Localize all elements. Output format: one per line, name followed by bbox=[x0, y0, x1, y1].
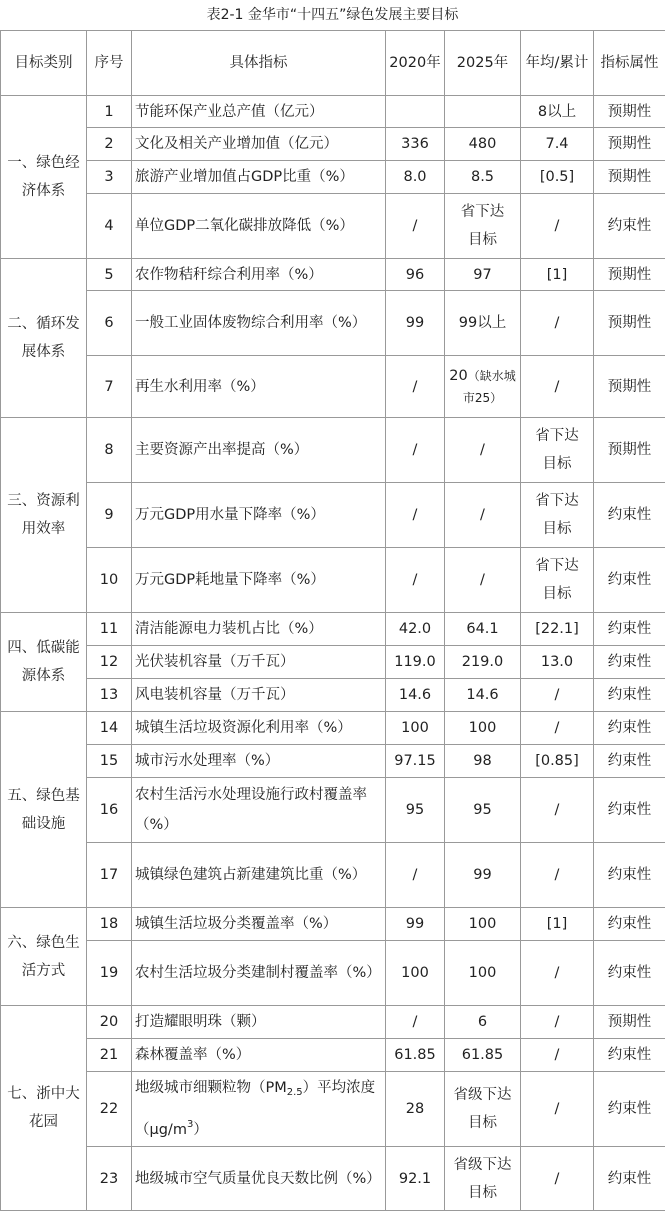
table-row bbox=[1, 96, 665, 128]
row-number: 13 bbox=[87, 679, 132, 712]
table-caption: 表2-1 金华市“十四五”绿色发展主要目标 bbox=[206, 7, 459, 23]
value-2020: 92.1 bbox=[386, 1147, 445, 1211]
annual-cell: [0.5] bbox=[521, 161, 594, 194]
table-row bbox=[1, 483, 665, 548]
table-row bbox=[1, 712, 665, 745]
value-2020: / bbox=[386, 356, 445, 418]
header-attribute: 指标属性 bbox=[594, 31, 665, 96]
header-index: 序号 bbox=[87, 31, 132, 96]
table-row bbox=[1, 941, 665, 1006]
value-2020: 8.0 bbox=[386, 161, 445, 194]
row-number: 21 bbox=[87, 1039, 132, 1072]
value-2020: 61.85 bbox=[386, 1039, 445, 1072]
category-cell: 三、资源利用效率 bbox=[1, 418, 87, 613]
row-number: 14 bbox=[87, 712, 132, 745]
value-2020: 100 bbox=[386, 941, 445, 1006]
attribute-cell: 约束性 bbox=[594, 613, 665, 646]
attribute-cell: 约束性 bbox=[594, 679, 665, 712]
row-number: 7 bbox=[87, 356, 132, 418]
row-number: 8 bbox=[87, 418, 132, 483]
header-2025: 2025年 bbox=[445, 31, 521, 96]
value-2025-main: 20 bbox=[449, 367, 468, 384]
annual-cell: / bbox=[521, 291, 594, 356]
annual-cell: / bbox=[521, 194, 594, 259]
value-2025: 省下达目标 bbox=[445, 194, 521, 259]
indicator-cell: 一般工业固体废物综合利用率（%） bbox=[132, 291, 386, 356]
value-2020: 99 bbox=[386, 908, 445, 941]
value-2020: 95 bbox=[386, 778, 445, 843]
table-row bbox=[1, 161, 665, 194]
table-row bbox=[1, 291, 665, 356]
value-2025: 6 bbox=[445, 1006, 521, 1039]
value-2020: / bbox=[386, 194, 445, 259]
annual-cell: [1] bbox=[521, 908, 594, 941]
value-2025: 100 bbox=[445, 712, 521, 745]
annual-cell: 省下达目标 bbox=[521, 418, 594, 483]
row-number: 9 bbox=[87, 483, 132, 548]
table-row bbox=[1, 908, 665, 941]
attribute-cell: 约束性 bbox=[594, 194, 665, 259]
indicator-cell: 打造耀眼明珠（颗） bbox=[132, 1006, 386, 1039]
category-cell: 二、循环发展体系 bbox=[1, 259, 87, 418]
value-2025: 8.5 bbox=[445, 161, 521, 194]
indicator-cell: 农村生活污水处理设施行政村覆盖率（%） bbox=[132, 778, 386, 843]
annual-cell: / bbox=[521, 1039, 594, 1072]
value-2025: / bbox=[445, 548, 521, 613]
indicator-cell: 光伏装机容量（万千瓦） bbox=[132, 646, 386, 679]
category-cell: 七、浙中大花园 bbox=[1, 1006, 87, 1211]
value-2025: 省级下达目标 bbox=[445, 1147, 521, 1211]
header-category: 目标类别 bbox=[1, 31, 87, 96]
annual-cell: 省下达目标 bbox=[521, 548, 594, 613]
header-indicator: 具体指标 bbox=[132, 31, 386, 96]
value-2020 bbox=[386, 96, 445, 128]
annual-cell: / bbox=[521, 941, 594, 1006]
annual-cell: 省下达目标 bbox=[521, 483, 594, 548]
annual-cell: / bbox=[521, 679, 594, 712]
indicator-cell: 农作物秸秆综合利用率（%） bbox=[132, 259, 386, 291]
table-row bbox=[1, 194, 665, 259]
value-2020: / bbox=[386, 1006, 445, 1039]
header-2020: 2020年 bbox=[386, 31, 445, 96]
annual-cell: / bbox=[521, 712, 594, 745]
indicator-cell: 地级城市空气质量优良天数比例（%） bbox=[132, 1147, 386, 1211]
table-row bbox=[1, 1072, 665, 1147]
indicator-cell: 旅游产业增加值占GDP比重（%） bbox=[132, 161, 386, 194]
indicator-cell: 城市污水处理率（%） bbox=[132, 745, 386, 778]
attribute-cell: 预期性 bbox=[594, 96, 665, 128]
value-2020: 28 bbox=[386, 1072, 445, 1147]
attribute-cell: 约束性 bbox=[594, 908, 665, 941]
attribute-cell: 预期性 bbox=[594, 161, 665, 194]
table-row bbox=[1, 1039, 665, 1072]
value-2020: 96 bbox=[386, 259, 445, 291]
value-2020: / bbox=[386, 843, 445, 908]
attribute-cell: 预期性 bbox=[594, 356, 665, 418]
indicator-cell: 再生水利用率（%） bbox=[132, 356, 386, 418]
value-2020: / bbox=[386, 483, 445, 548]
indicator-cell: 农村生活垃圾分类建制村覆盖率（%） bbox=[132, 941, 386, 1006]
attribute-cell: 约束性 bbox=[594, 646, 665, 679]
value-2025: / bbox=[445, 418, 521, 483]
indicator-cell: 文化及相关产业增加值（亿元） bbox=[132, 128, 386, 161]
attribute-cell: 预期性 bbox=[594, 418, 665, 483]
indicator-cell: 清洁能源电力装机占比（%） bbox=[132, 613, 386, 646]
table-row bbox=[1, 259, 665, 291]
indicator-cell: 单位GDP二氧化碳排放降低（%） bbox=[132, 194, 386, 259]
value-2025-note: （缺水城市25） bbox=[462, 368, 516, 405]
value-2025: 97 bbox=[445, 259, 521, 291]
value-2025 bbox=[445, 96, 521, 128]
value-2025: 99 bbox=[445, 843, 521, 908]
table-row bbox=[1, 778, 665, 843]
category-cell: 一、绿色经济体系 bbox=[1, 96, 87, 259]
value-2025: 100 bbox=[445, 908, 521, 941]
indicator-text-a: 地级城市细颗粒物（PM bbox=[135, 1080, 287, 1096]
attribute-cell: 预期性 bbox=[594, 128, 665, 161]
attribute-cell: 约束性 bbox=[594, 843, 665, 908]
value-2020: 119.0 bbox=[386, 646, 445, 679]
annual-cell: 13.0 bbox=[521, 646, 594, 679]
annual-cell: / bbox=[521, 843, 594, 908]
value-2020: 42.0 bbox=[386, 613, 445, 646]
green-development-targets-table bbox=[0, 30, 665, 1211]
value-2025: 219.0 bbox=[445, 646, 521, 679]
annual-cell: / bbox=[521, 356, 594, 418]
value-2020: / bbox=[386, 548, 445, 613]
table-row bbox=[1, 745, 665, 778]
annual-cell: 7.4 bbox=[521, 128, 594, 161]
indicator-subscript: 2.5 bbox=[286, 1087, 303, 1098]
attribute-cell: 约束性 bbox=[594, 1147, 665, 1211]
indicator-cell: 节能环保产业总产值（亿元） bbox=[132, 96, 386, 128]
table-row bbox=[1, 679, 665, 712]
attribute-cell: 约束性 bbox=[594, 483, 665, 548]
row-number: 18 bbox=[87, 908, 132, 941]
annual-cell: / bbox=[521, 1072, 594, 1147]
value-2020: 14.6 bbox=[386, 679, 445, 712]
table-row bbox=[1, 1006, 665, 1039]
table-row bbox=[1, 356, 665, 418]
attribute-cell: 约束性 bbox=[594, 745, 665, 778]
table-row bbox=[1, 1147, 665, 1211]
attribute-cell: 预期性 bbox=[594, 1006, 665, 1039]
attribute-cell: 预期性 bbox=[594, 259, 665, 291]
value-2025 bbox=[445, 356, 521, 418]
row-number: 23 bbox=[87, 1147, 132, 1211]
indicator-cell: 万元GDP耗地量下降率（%） bbox=[132, 548, 386, 613]
row-number: 11 bbox=[87, 613, 132, 646]
annual-cell: [0.85] bbox=[521, 745, 594, 778]
row-number: 3 bbox=[87, 161, 132, 194]
category-cell: 六、绿色生活方式 bbox=[1, 908, 87, 1006]
row-number: 16 bbox=[87, 778, 132, 843]
indicator-cell: 城镇绿色建筑占新建建筑比重（%） bbox=[132, 843, 386, 908]
indicator-cell: 城镇生活垃圾分类覆盖率（%） bbox=[132, 908, 386, 941]
indicator-cell: 万元GDP用水量下降率（%） bbox=[132, 483, 386, 548]
annual-cell: [1] bbox=[521, 259, 594, 291]
indicator-cell: 森林覆盖率（%） bbox=[132, 1039, 386, 1072]
value-2025: 61.85 bbox=[445, 1039, 521, 1072]
value-2025: 99以上 bbox=[445, 291, 521, 356]
attribute-cell: 约束性 bbox=[594, 712, 665, 745]
header-row bbox=[1, 31, 665, 96]
row-number: 4 bbox=[87, 194, 132, 259]
row-number: 12 bbox=[87, 646, 132, 679]
header-annual: 年均/累计 bbox=[521, 31, 594, 96]
table-row bbox=[1, 843, 665, 908]
indicator-cell: 城镇生活垃圾资源化利用率（%） bbox=[132, 712, 386, 745]
indicator-cell: 风电装机容量（万千瓦） bbox=[132, 679, 386, 712]
row-number: 22 bbox=[87, 1072, 132, 1147]
value-2025: 省级下达目标 bbox=[445, 1072, 521, 1147]
table-row bbox=[1, 613, 665, 646]
value-2025: 480 bbox=[445, 128, 521, 161]
attribute-cell: 约束性 bbox=[594, 941, 665, 1006]
value-2020: / bbox=[386, 418, 445, 483]
indicator-text-b: ）平均浓度（μg/m bbox=[135, 1080, 376, 1138]
row-number: 6 bbox=[87, 291, 132, 356]
row-number: 19 bbox=[87, 941, 132, 1006]
value-2020: 97.15 bbox=[386, 745, 445, 778]
value-2020: 100 bbox=[386, 712, 445, 745]
row-number: 15 bbox=[87, 745, 132, 778]
row-number: 1 bbox=[87, 96, 132, 128]
attribute-cell: 约束性 bbox=[594, 1072, 665, 1147]
row-number: 17 bbox=[87, 843, 132, 908]
indicator-cell: 主要资源产出率提高（%） bbox=[132, 418, 386, 483]
indicator-text-c: ） bbox=[193, 1122, 208, 1138]
annual-cell: / bbox=[521, 778, 594, 843]
value-2025: 95 bbox=[445, 778, 521, 843]
value-2020: 336 bbox=[386, 128, 445, 161]
value-2025: 100 bbox=[445, 941, 521, 1006]
attribute-cell: 约束性 bbox=[594, 778, 665, 843]
value-2025: 64.1 bbox=[445, 613, 521, 646]
row-number: 10 bbox=[87, 548, 132, 613]
table-row bbox=[1, 548, 665, 613]
row-number: 5 bbox=[87, 259, 132, 291]
attribute-cell: 约束性 bbox=[594, 548, 665, 613]
row-number: 20 bbox=[87, 1006, 132, 1039]
value-2020: 99 bbox=[386, 291, 445, 356]
value-2025: 14.6 bbox=[445, 679, 521, 712]
category-cell: 五、绿色基础设施 bbox=[1, 712, 87, 908]
annual-cell: 8以上 bbox=[521, 96, 594, 128]
value-2025: / bbox=[445, 483, 521, 548]
annual-cell: / bbox=[521, 1147, 594, 1211]
row-number: 2 bbox=[87, 128, 132, 161]
attribute-cell: 约束性 bbox=[594, 1039, 665, 1072]
category-cell: 四、低碳能源体系 bbox=[1, 613, 87, 712]
attribute-cell: 预期性 bbox=[594, 291, 665, 356]
annual-cell: [22.1] bbox=[521, 613, 594, 646]
annual-cell: / bbox=[521, 1006, 594, 1039]
indicator-superscript: 3 bbox=[186, 1119, 194, 1130]
value-2025: 98 bbox=[445, 745, 521, 778]
table-row bbox=[1, 128, 665, 161]
table-row bbox=[1, 418, 665, 483]
indicator-cell bbox=[132, 1072, 386, 1147]
table-row bbox=[1, 646, 665, 679]
